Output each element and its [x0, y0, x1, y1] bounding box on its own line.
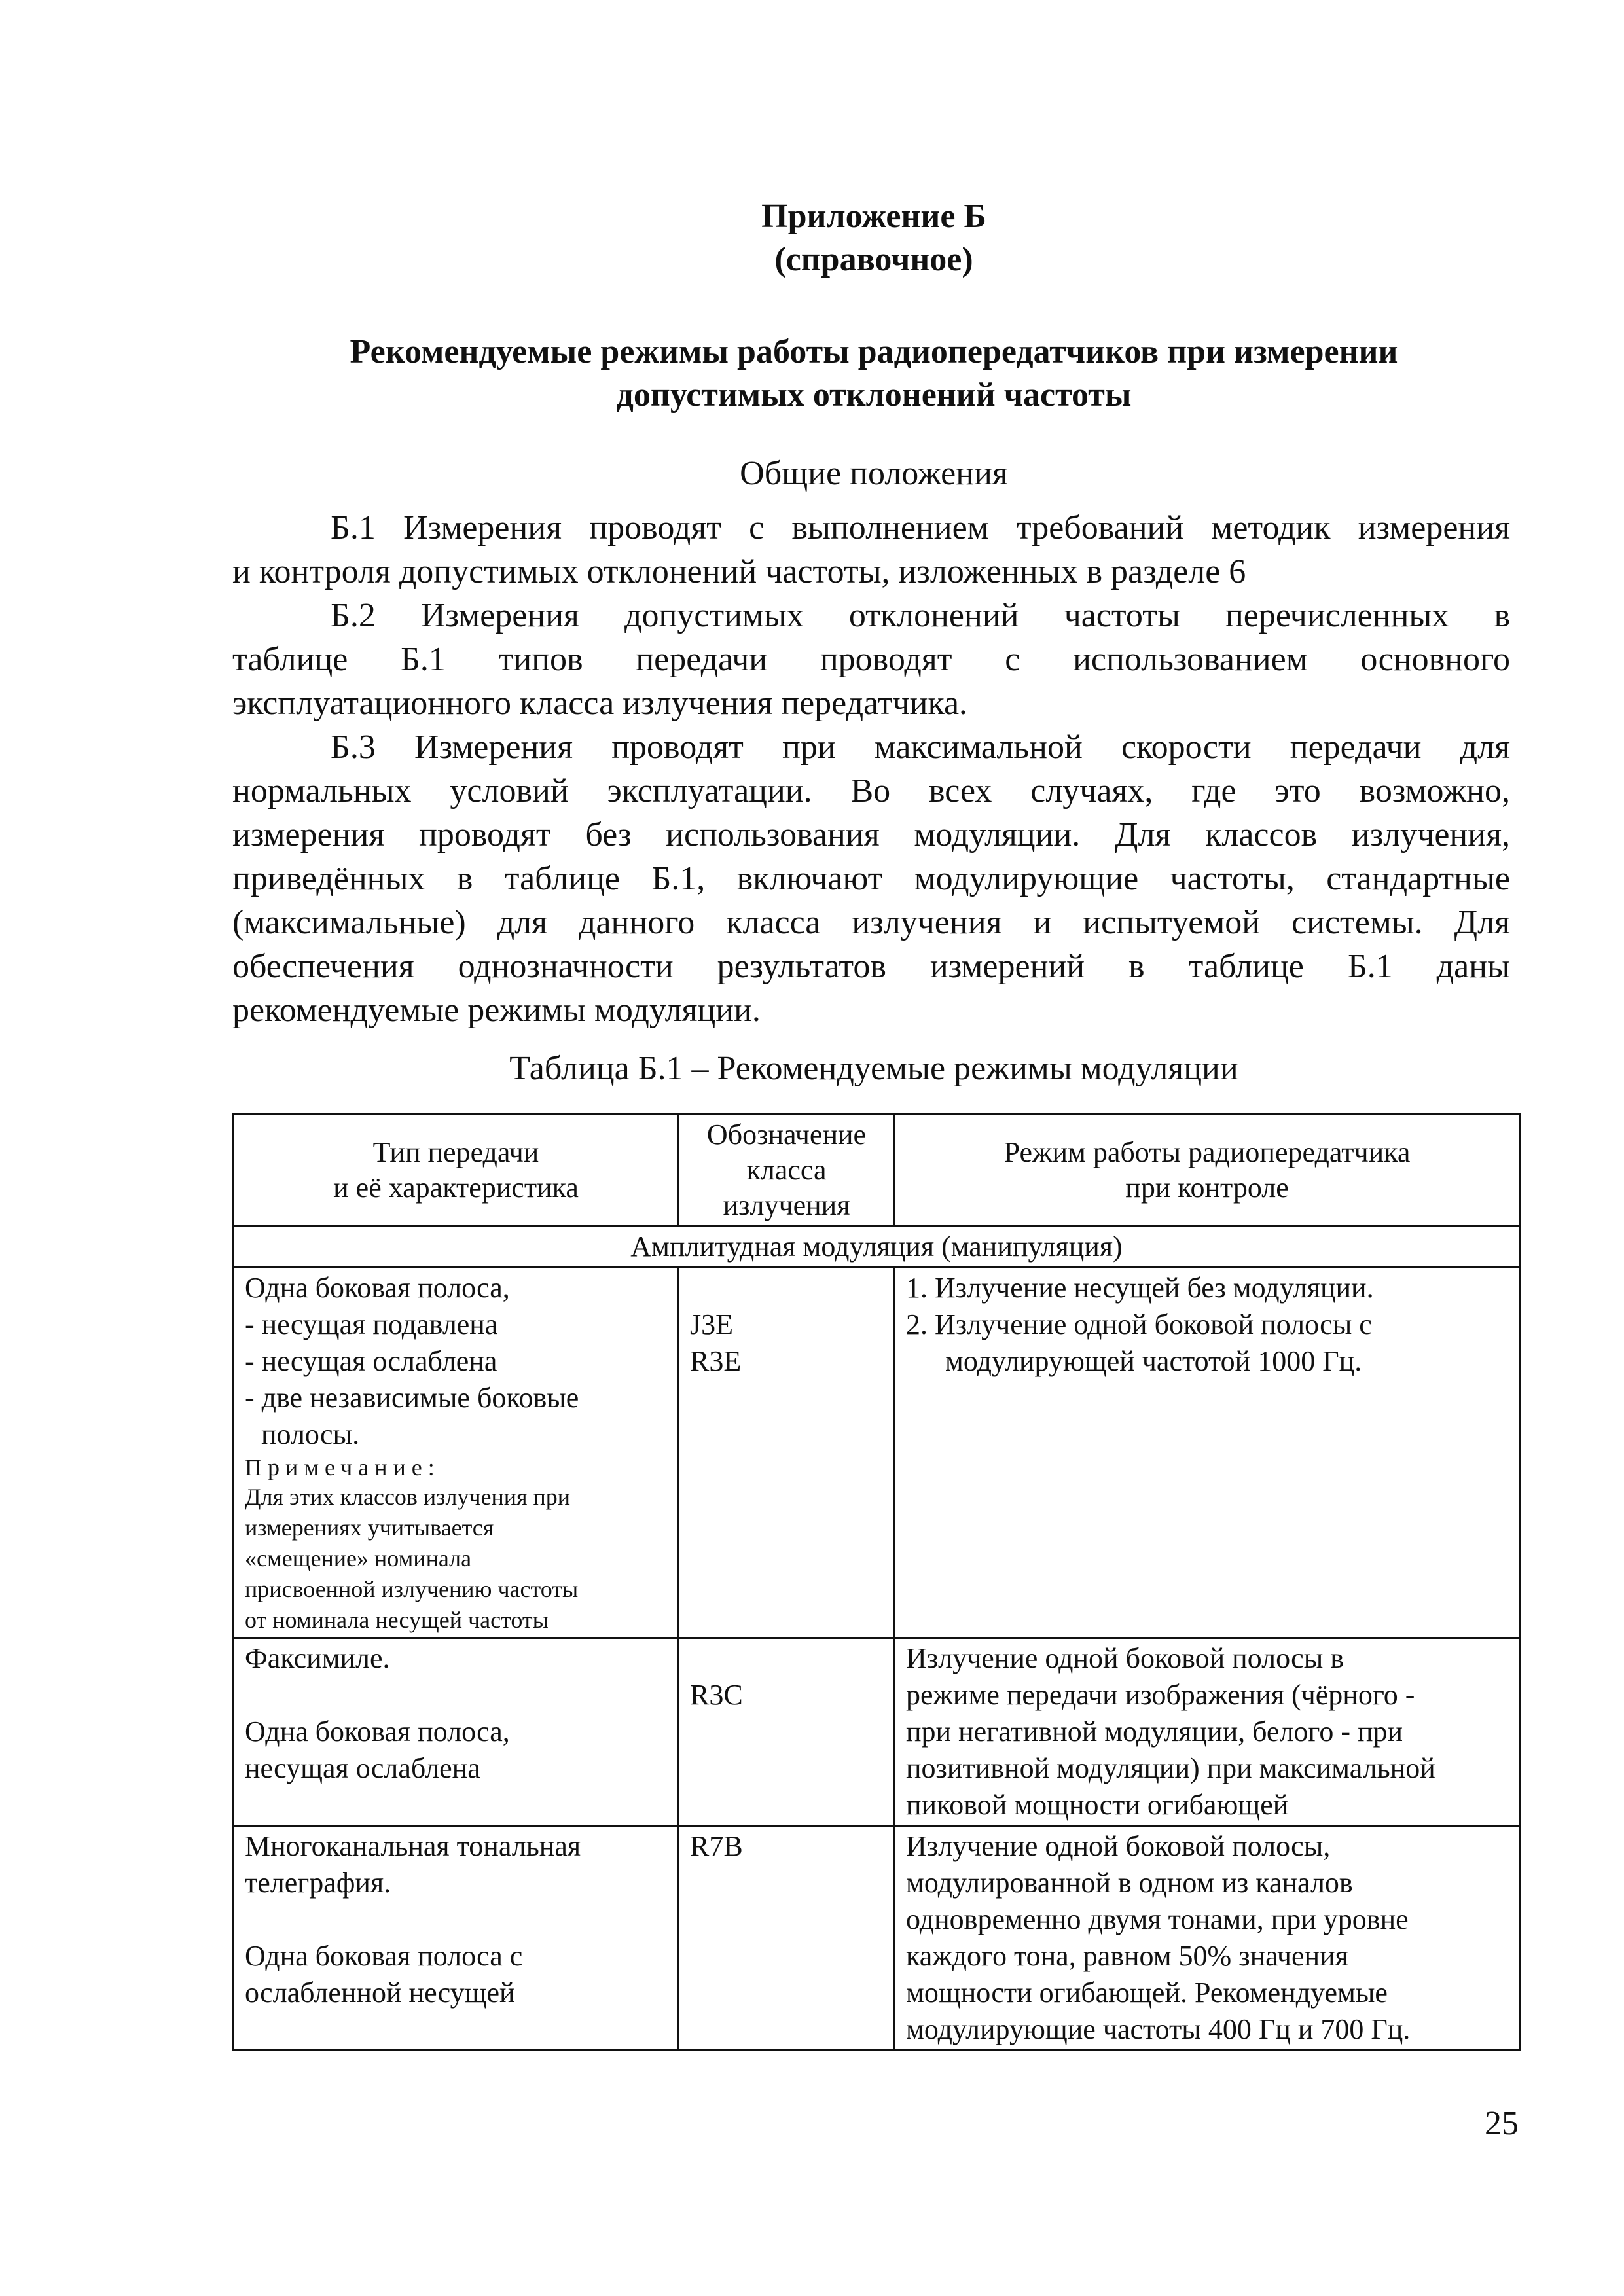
table-caption: Таблица Б.1 – Рекомендуемые режимы модуляции	[509, 1050, 1238, 1087]
header-emission-class: Обозначение класса излучения	[679, 1114, 895, 1227]
cell-emission-class: R7B	[679, 1826, 895, 2051]
table-header-row	[234, 1114, 1520, 1227]
header-transmission-type: Тип передачи и её характеристика	[234, 1114, 679, 1227]
paragraph-line: Б.1 Измерения проводят с выполнением требований методик измерения	[331, 509, 1510, 547]
table-row	[234, 1638, 1520, 1826]
section-title: Общие положения	[740, 455, 1008, 492]
modulation-modes-table	[232, 1113, 1521, 2051]
appendix-heading-line2: допустимых отклонений частоты	[616, 376, 1132, 414]
table-row	[234, 1826, 1520, 2051]
paragraph-line: таблице Б.1 типов передачи проводят с использованием основного	[232, 641, 1510, 678]
paragraph-b1	[232, 506, 1510, 594]
note-line: от номинала несущей частоты	[245, 1607, 549, 1633]
page-number: 25	[1485, 2105, 1519, 2142]
paragraph-line: нормальных условий эксплуатации. Во всех случаях, где это возможно,	[232, 772, 1510, 810]
cell-transmission-type: Многоканальная тональная телеграфия. Одна боковая полоса с ослабленной несущей	[234, 1826, 679, 2051]
paragraph-line: приведённых в таблице Б.1, включают модулирующие частоты, стандартные	[232, 860, 1510, 897]
note-line: присвоенной излучению частоты	[245, 1576, 579, 1602]
paragraph-b3	[232, 725, 1510, 1032]
note-heading: Примечание:	[245, 1454, 441, 1480]
appendix-heading-line1: Рекомендуемые режимы работы радиопередатчиков при измерении	[350, 333, 1398, 370]
note-line: Для этих классов излучения при	[245, 1484, 571, 1510]
cell-operating-mode: Излучение одной боковой полосы в режиме передачи изображения (чёрного - при негативной модуляции, белого - при позитивной модуляции) при максимальной пиковой мощности огибающей	[895, 1638, 1520, 1826]
note-line: измерениях учитывается	[245, 1515, 494, 1541]
cell-operating-mode: 1. Излучение несущей без модуляции. 2. Излучение одной боковой полосы с модулирующей частотой 1000 Гц.	[895, 1268, 1520, 1638]
paragraph-line: Б.2 Измерения допустимых отклонений частоты перечисленных в	[331, 597, 1510, 634]
paragraph-line: обеспечения однозначности результатов измерений в таблице Б.1 даны	[232, 948, 1510, 985]
cell-emission-class: R3C	[679, 1638, 895, 1826]
cell-transmission-type: Одна боковая полоса, - несущая подавлена - несущая ослаблена - две независимые боковые полосы. Примечание: Для этих классов излучения при измерениях учитывается «смещение» номинала присвоенной излучению частоты от номинала несущей частоты	[234, 1268, 679, 1638]
paragraph-b2	[232, 594, 1510, 725]
table-row	[234, 1268, 1520, 1638]
paragraph-line: Б.3 Измерения проводят при максимальной скорости передачи для	[331, 728, 1510, 766]
appendix-title: Приложение Б	[761, 198, 986, 235]
cell-operating-mode: Излучение одной боковой полосы, модулированной в одном из каналов одновременно двумя тонами, при уровне каждого тона, равном 50% значения мощности огибающей. Рекомендуемые модулирующие частоты 400 Гц и 700 Гц.	[895, 1826, 1520, 2051]
paragraph-line: и контроля допустимых отклонений частоты, изложенных в разделе 6	[232, 553, 1246, 590]
section-amplitude-modulation: Амплитудная модуляция (манипуляция)	[234, 1227, 1520, 1268]
paragraph-line: (максимальные) для данного класса излучения и испытуемой системы. Для	[232, 904, 1510, 941]
cell-transmission-type: Факсимиле. Одна боковая полоса, несущая ослаблена	[234, 1638, 679, 1826]
paragraph-line: измерения проводят без использования модуляции. Для классов излучения,	[232, 816, 1510, 853]
paragraph-line: эксплуатационного класса излучения передатчика.	[232, 685, 968, 722]
appendix-subtitle: (справочное)	[774, 241, 973, 278]
cell-emission-class: J3E R3E	[679, 1268, 895, 1638]
paragraph-line: рекомендуемые режимы модуляции.	[232, 992, 761, 1029]
note-line: «смещение» номинала	[245, 1545, 472, 1571]
header-operating-mode: Режим работы радиопередатчика при контроле	[895, 1114, 1520, 1227]
table-section-row	[234, 1227, 1520, 1268]
